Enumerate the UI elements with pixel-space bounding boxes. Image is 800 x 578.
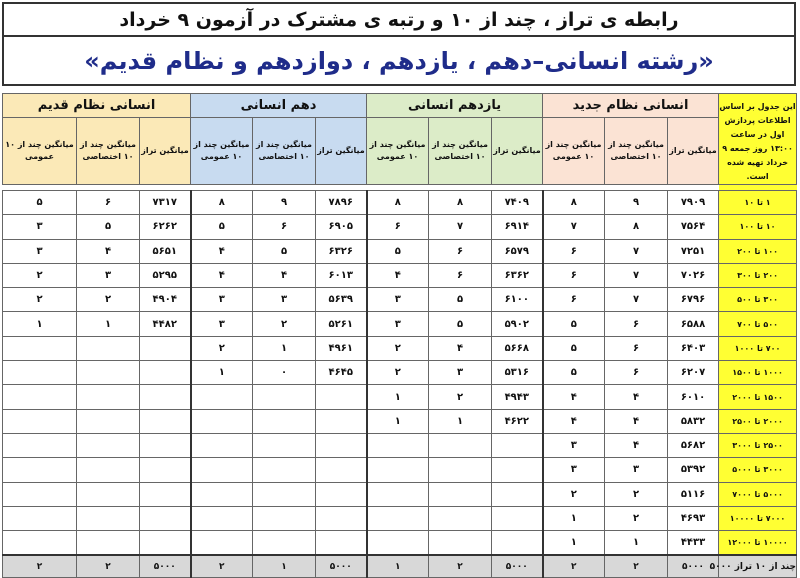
avg-specialized-cell: [77, 482, 140, 506]
avg-specialized-cell: ۲: [605, 482, 668, 506]
avg-taraz-cell: [140, 385, 191, 409]
results-table: [2, 93, 797, 578]
avg-taraz-cell: ۵۶۵۱: [140, 239, 191, 263]
avg-general-cell: ۱: [191, 361, 253, 385]
avg-specialized-cell: [253, 385, 316, 409]
avg-specialized-cell: [77, 506, 140, 530]
rank-range-label: ۱۰ تا ۱۰۰: [719, 215, 797, 239]
rank-range-label: ۵۰۰ تا ۷۰۰: [719, 312, 797, 336]
avg-taraz-cell: [140, 409, 191, 433]
avg-taraz-cell: [316, 385, 367, 409]
avg-specialized-cell: ۶: [429, 263, 492, 287]
avg-general-cell: [367, 482, 429, 506]
avg-specialized-cell: ۴: [605, 409, 668, 433]
avg-general-cell: ۶: [543, 288, 605, 312]
avg-taraz-cell: [492, 531, 543, 556]
table-row: [3, 409, 797, 433]
avg-specialized-cell: ۳: [605, 458, 668, 482]
avg-specialized-cell: [77, 385, 140, 409]
avg-specialized-cell: ۶: [253, 215, 316, 239]
avg-specialized-header: میانگین چند از ۱۰ اختصاصی: [77, 117, 140, 184]
avg-general-cell: ۷: [543, 215, 605, 239]
avg-general-cell: ۳: [191, 312, 253, 336]
avg-taraz-cell: [140, 506, 191, 530]
rank-range-label: ۱ تا ۱۰: [719, 191, 797, 215]
table-row: [3, 312, 797, 336]
table-note: این جدول بر اساس اطلاعات پردازش اول در ساعت ۱۳:۰۰ روز جمعه ۹ خرداد تهیه شده است.: [719, 94, 797, 185]
avg-specialized-cell: [77, 409, 140, 433]
avg-general-cell: ۲: [367, 361, 429, 385]
table-row: [3, 385, 797, 409]
group-header-eleventh: یازدهم انسانی: [367, 94, 543, 118]
avg-general-cell: ۱: [3, 312, 77, 336]
avg-general-cell: ۸: [367, 191, 429, 215]
avg-specialized-cell: [253, 506, 316, 530]
avg-taraz-cell: ۶۳۲۶: [316, 239, 367, 263]
avg-taraz-cell: ۵۱۱۶: [668, 482, 719, 506]
avg-specialized-cell: ۳: [429, 361, 492, 385]
avg-taraz-cell: ۵۶۳۹: [316, 288, 367, 312]
avg-specialized-cell: ۵: [429, 312, 492, 336]
footer-avg-general-cell: ۲: [191, 555, 253, 578]
avg-taraz-cell: ۷۲۵۱: [668, 239, 719, 263]
avg-specialized-cell: ۳: [253, 288, 316, 312]
footer-avg-general-cell: ۲: [543, 555, 605, 578]
page-subtitle: «رشته انسانی–دهم ، یازدهم ، دوازدهم و نظام قدیم»: [2, 37, 796, 86]
avg-general-cell: ۸: [191, 191, 253, 215]
avg-specialized-cell: ۱: [605, 531, 668, 556]
rank-range-label: ۲۵۰۰ تا ۳۰۰۰: [719, 433, 797, 457]
avg-taraz-cell: [140, 361, 191, 385]
avg-general-cell: ۱: [543, 531, 605, 556]
group-header-old-system: انسانی نظام قدیم: [3, 94, 191, 118]
footer-avg-general-cell: ۲: [3, 555, 77, 578]
avg-taraz-cell: ۶۲۰۷: [668, 361, 719, 385]
avg-taraz-cell: ۵۶۶۸: [492, 336, 543, 360]
avg-specialized-cell: ۷: [605, 263, 668, 287]
avg-general-cell: ۴: [367, 263, 429, 287]
avg-taraz-cell: ۷۳۱۷: [140, 191, 191, 215]
avg-taraz-cell: ۴۶۲۲: [492, 409, 543, 433]
table-row: [3, 239, 797, 263]
avg-general-header: میانگین چند از ۱۰ عمومی: [367, 117, 429, 184]
avg-taraz-cell: ۴۶۹۳: [668, 506, 719, 530]
avg-taraz-cell: [316, 482, 367, 506]
avg-specialized-cell: ۶: [605, 312, 668, 336]
avg-taraz-cell: [140, 433, 191, 457]
avg-general-cell: [191, 531, 253, 556]
avg-taraz-cell: [492, 433, 543, 457]
avg-general-cell: ۴: [543, 385, 605, 409]
avg-general-cell: [191, 409, 253, 433]
rank-range-label: ۵۰۰۰ تا ۷۰۰۰: [719, 482, 797, 506]
avg-general-header: میانگین چند از ۱۰ عمومی: [543, 117, 605, 184]
avg-taraz-header: میانگین تراز: [492, 117, 543, 184]
avg-general-cell: [191, 385, 253, 409]
avg-taraz-cell: [140, 336, 191, 360]
avg-specialized-header: میانگین چند از ۱۰ اختصاصی: [605, 117, 668, 184]
avg-taraz-cell: ۵۸۳۲: [668, 409, 719, 433]
avg-taraz-cell: [140, 458, 191, 482]
avg-taraz-cell: ۶۹۰۵: [316, 215, 367, 239]
avg-specialized-cell: ۲: [429, 385, 492, 409]
rank-range-label: ۷۰۰۰ تا ۱۰۰۰۰: [719, 506, 797, 530]
avg-general-cell: [191, 458, 253, 482]
avg-specialized-header: میانگین چند از ۱۰ اختصاصی: [253, 117, 316, 184]
avg-general-cell: [191, 506, 253, 530]
avg-taraz-cell: ۶۰۱۳: [316, 263, 367, 287]
group-header-new-system: انسانی نظام جدید: [543, 94, 719, 118]
avg-general-cell: [3, 361, 77, 385]
avg-general-cell: ۱: [367, 385, 429, 409]
avg-taraz-cell: ۵۳۹۲: [668, 458, 719, 482]
avg-specialized-cell: [253, 531, 316, 556]
rank-range-label: ۲۰۰۰ تا ۲۵۰۰: [719, 409, 797, 433]
avg-taraz-cell: ۷۸۹۶: [316, 191, 367, 215]
avg-specialized-cell: [429, 482, 492, 506]
table-row: [3, 361, 797, 385]
avg-taraz-header: میانگین تراز: [140, 117, 191, 184]
page-title: رابطه ی تراز ، چند از ۱۰ و رتبه ی مشترک در آزمون ۹ خرداد: [2, 2, 796, 37]
footer-avg-specialized-cell: ۲: [77, 555, 140, 578]
avg-taraz-cell: [492, 506, 543, 530]
avg-specialized-cell: ۳: [77, 263, 140, 287]
avg-specialized-cell: ۴: [605, 385, 668, 409]
avg-taraz-cell: ۴۹۶۱: [316, 336, 367, 360]
avg-general-cell: ۶: [367, 215, 429, 239]
avg-general-cell: [3, 506, 77, 530]
avg-specialized-cell: ۹: [253, 191, 316, 215]
avg-specialized-cell: ۶: [429, 239, 492, 263]
avg-taraz-cell: ۵۲۹۵: [140, 263, 191, 287]
avg-taraz-cell: [140, 482, 191, 506]
avg-general-cell: ۳: [543, 458, 605, 482]
table-row: [3, 263, 797, 287]
avg-specialized-cell: ۶: [605, 336, 668, 360]
table-row: [3, 433, 797, 457]
avg-specialized-cell: ۲: [605, 506, 668, 530]
avg-general-cell: ۶: [543, 239, 605, 263]
avg-specialized-cell: ۴: [605, 433, 668, 457]
avg-taraz-cell: ۴۶۴۵: [316, 361, 367, 385]
avg-general-cell: ۳: [3, 239, 77, 263]
avg-general-cell: ۱: [543, 506, 605, 530]
footer-avg-specialized-cell: ۱: [253, 555, 316, 578]
rank-range-label: ۷۰۰ تا ۱۰۰۰: [719, 336, 797, 360]
group-header-tenth: دهم انسانی: [191, 94, 367, 118]
avg-specialized-cell: ۴: [429, 336, 492, 360]
avg-taraz-cell: ۵۲۶۱: [316, 312, 367, 336]
avg-taraz-cell: ۶۹۱۴: [492, 215, 543, 239]
avg-taraz-cell: [316, 458, 367, 482]
avg-general-cell: ۲: [3, 263, 77, 287]
avg-specialized-cell: ۵: [77, 215, 140, 239]
footer-avg-taraz-cell: ۵۰۰۰: [492, 555, 543, 578]
avg-general-cell: ۶: [543, 263, 605, 287]
table-row: [3, 288, 797, 312]
avg-general-cell: ۵: [543, 312, 605, 336]
avg-general-cell: [367, 531, 429, 556]
avg-specialized-cell: [253, 409, 316, 433]
footer-avg-general-cell: ۱: [367, 555, 429, 578]
avg-general-cell: ۳: [3, 215, 77, 239]
avg-taraz-cell: ۷۹۰۹: [668, 191, 719, 215]
avg-general-cell: [3, 482, 77, 506]
avg-specialized-cell: ۶: [605, 361, 668, 385]
avg-specialized-cell: ۶: [77, 191, 140, 215]
avg-taraz-cell: ۶۲۶۲: [140, 215, 191, 239]
footer-avg-taraz-cell: ۵۰۰۰: [140, 555, 191, 578]
avg-general-cell: [367, 433, 429, 457]
table-row: [3, 336, 797, 360]
avg-specialized-cell: [429, 506, 492, 530]
avg-specialized-cell: ۲: [77, 288, 140, 312]
avg-taraz-cell: ۴۹۰۴: [140, 288, 191, 312]
avg-taraz-cell: [140, 531, 191, 556]
avg-general-cell: [3, 336, 77, 360]
avg-specialized-cell: ۸: [429, 191, 492, 215]
avg-specialized-cell: [77, 336, 140, 360]
avg-general-cell: ۴: [191, 263, 253, 287]
avg-taraz-cell: ۵۹۰۲: [492, 312, 543, 336]
avg-general-cell: [3, 531, 77, 556]
table-row: [3, 482, 797, 506]
avg-specialized-cell: [77, 458, 140, 482]
avg-general-header: میانگین چند از ۱۰ عمومی: [191, 117, 253, 184]
avg-general-cell: ۲: [543, 482, 605, 506]
avg-specialized-cell: [429, 433, 492, 457]
avg-taraz-cell: ۷۵۶۴: [668, 215, 719, 239]
avg-taraz-cell: ۶۴۰۳: [668, 336, 719, 360]
rank-range-label: ۳۰۰ تا ۵۰۰: [719, 288, 797, 312]
avg-general-cell: ۵: [543, 361, 605, 385]
avg-specialized-cell: ۱: [77, 312, 140, 336]
rank-range-label: ۱۰۰۰ تا ۱۵۰۰: [719, 361, 797, 385]
avg-taraz-cell: ۷۴۰۹: [492, 191, 543, 215]
avg-general-cell: [3, 385, 77, 409]
avg-general-cell: ۳: [543, 433, 605, 457]
avg-taraz-cell: ۶۷۹۶: [668, 288, 719, 312]
avg-taraz-cell: ۵۳۱۶: [492, 361, 543, 385]
avg-specialized-cell: ۸: [605, 215, 668, 239]
avg-taraz-cell: [492, 482, 543, 506]
avg-specialized-cell: ۷: [605, 288, 668, 312]
avg-taraz-cell: [316, 531, 367, 556]
avg-taraz-cell: [316, 433, 367, 457]
avg-taraz-cell: ۶۵۸۸: [668, 312, 719, 336]
avg-general-cell: [3, 409, 77, 433]
avg-taraz-cell: ۶۱۰۰: [492, 288, 543, 312]
avg-specialized-cell: [429, 531, 492, 556]
rank-range-label: ۱۰۰۰۰ تا ۱۲۰۰۰: [719, 531, 797, 556]
avg-general-cell: ۲: [191, 336, 253, 360]
avg-specialized-cell: ۲: [253, 312, 316, 336]
avg-specialized-cell: ۱: [429, 409, 492, 433]
avg-taraz-cell: ۷۰۲۶: [668, 263, 719, 287]
footer-avg-specialized-cell: ۲: [605, 555, 668, 578]
rank-range-label: ۱۰۰ تا ۲۰۰: [719, 239, 797, 263]
avg-general-cell: ۱: [367, 409, 429, 433]
avg-taraz-cell: [316, 506, 367, 530]
avg-specialized-cell: ۰: [253, 361, 316, 385]
footer-label: چند از ۱۰ تراز ۵۰۰۰: [719, 555, 797, 578]
avg-general-cell: [191, 433, 253, 457]
avg-general-cell: ۵: [191, 215, 253, 239]
avg-taraz-cell: ۶۵۷۹: [492, 239, 543, 263]
rank-range-label: ۱۵۰۰ تا ۲۰۰۰: [719, 385, 797, 409]
avg-general-cell: ۲: [3, 288, 77, 312]
avg-general-cell: ۸: [543, 191, 605, 215]
avg-taraz-cell: ۴۴۸۲: [140, 312, 191, 336]
avg-general-cell: [367, 506, 429, 530]
avg-taraz-cell: ۴۴۳۳: [668, 531, 719, 556]
avg-general-cell: [367, 458, 429, 482]
rank-range-label: ۳۰۰۰ تا ۵۰۰۰: [719, 458, 797, 482]
avg-general-cell: ۳: [191, 288, 253, 312]
table-row: [3, 531, 797, 556]
avg-taraz-cell: ۴۹۴۳: [492, 385, 543, 409]
avg-taraz-header: میانگین تراز: [316, 117, 367, 184]
avg-specialized-cell: ۴: [253, 263, 316, 287]
table-row: [3, 191, 797, 215]
table-row: [3, 458, 797, 482]
footer-row: [3, 555, 797, 578]
footer-avg-taraz-cell: ۵۰۰۰: [316, 555, 367, 578]
avg-taraz-cell: ۶۰۱۰: [668, 385, 719, 409]
avg-specialized-cell: ۱: [253, 336, 316, 360]
footer-avg-specialized-cell: ۲: [429, 555, 492, 578]
avg-specialized-cell: ۵: [429, 288, 492, 312]
avg-specialized-cell: [77, 531, 140, 556]
avg-specialized-header: میانگین چند از ۱۰ اختصاصی: [429, 117, 492, 184]
avg-taraz-cell: ۵۶۸۲: [668, 433, 719, 457]
avg-specialized-cell: ۷: [429, 215, 492, 239]
avg-specialized-cell: ۷: [605, 239, 668, 263]
table-row: [3, 215, 797, 239]
avg-general-cell: ۳: [367, 288, 429, 312]
avg-taraz-cell: [492, 458, 543, 482]
avg-specialized-cell: ۴: [77, 239, 140, 263]
avg-general-cell: ۵: [367, 239, 429, 263]
avg-general-cell: [3, 433, 77, 457]
rank-range-label: ۲۰۰ تا ۳۰۰: [719, 263, 797, 287]
avg-general-cell: ۴: [191, 239, 253, 263]
table-row: [3, 506, 797, 530]
avg-general-header: میانگین چند از ۱۰ عمومی: [3, 117, 77, 184]
avg-specialized-cell: ۹: [605, 191, 668, 215]
avg-general-cell: ۴: [543, 409, 605, 433]
avg-specialized-cell: ۵: [253, 239, 316, 263]
avg-general-cell: ۲: [367, 336, 429, 360]
avg-general-cell: ۳: [367, 312, 429, 336]
avg-general-cell: [3, 458, 77, 482]
avg-taraz-header: میانگین تراز: [668, 117, 719, 184]
avg-specialized-cell: [77, 433, 140, 457]
avg-specialized-cell: [253, 433, 316, 457]
avg-specialized-cell: [77, 361, 140, 385]
footer-avg-taraz-cell: ۵۰۰۰: [668, 555, 719, 578]
avg-specialized-cell: [253, 458, 316, 482]
avg-general-cell: [191, 482, 253, 506]
avg-specialized-cell: [429, 458, 492, 482]
avg-taraz-cell: [316, 409, 367, 433]
avg-general-cell: ۵: [3, 191, 77, 215]
avg-general-cell: ۵: [543, 336, 605, 360]
avg-specialized-cell: [253, 482, 316, 506]
avg-taraz-cell: ۶۳۶۲: [492, 263, 543, 287]
